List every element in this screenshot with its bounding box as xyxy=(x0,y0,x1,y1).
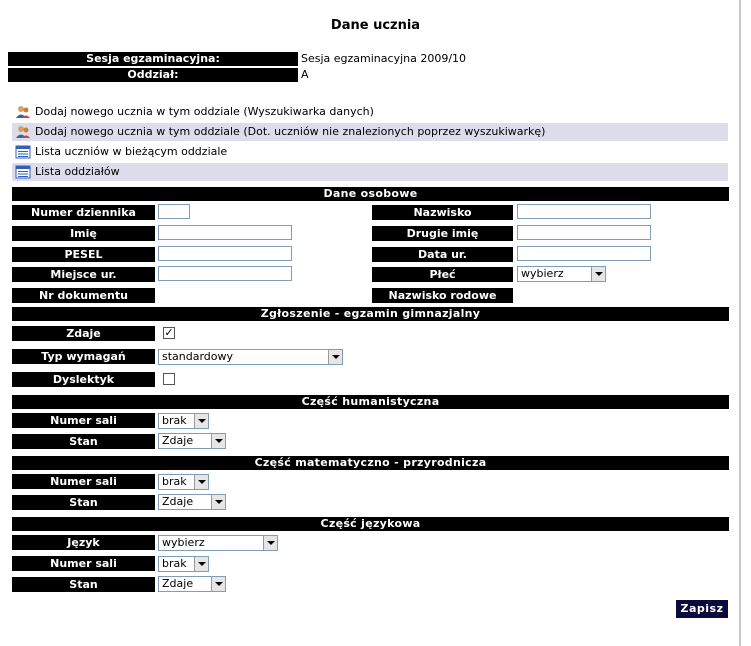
first-name-label: Imię xyxy=(12,226,155,241)
math-room-value: brak xyxy=(162,475,187,488)
language-select-value: wybierz xyxy=(162,536,205,549)
req-type-select-value: standardowy xyxy=(162,350,234,363)
dyslexic-label: Dyslektyk xyxy=(12,372,155,387)
chevron-down-icon[interactable] xyxy=(194,557,208,571)
chevron-down-icon[interactable] xyxy=(328,350,342,364)
chevron-down-icon[interactable] xyxy=(591,267,605,281)
humanities-room-value: brak xyxy=(162,414,187,427)
language-room-value: brak xyxy=(162,557,187,570)
birthplace-label: Miejsce ur. xyxy=(12,267,155,282)
link-label: Lista oddziałów xyxy=(35,165,120,178)
gender-label: Płeć xyxy=(372,267,513,282)
section-header-personal: Dane osobowe xyxy=(12,187,729,201)
chevron-down-icon[interactable] xyxy=(211,495,225,509)
language-status-select[interactable] xyxy=(158,576,226,592)
language-select[interactable] xyxy=(158,535,278,551)
add-user-icon xyxy=(15,105,31,119)
dyslexic-checkbox[interactable] xyxy=(163,373,175,385)
humanities-room-select[interactable] xyxy=(158,413,209,429)
math-status-select[interactable] xyxy=(158,494,226,510)
gender-select-value: wybierz xyxy=(521,267,564,280)
family-name-label: Nazwisko rodowe xyxy=(372,288,513,303)
math-status-value: Zdaje xyxy=(162,495,194,508)
pesel-label: PESEL xyxy=(12,247,155,262)
language-status-value: Zdaje xyxy=(162,577,194,590)
section-header-math-science: Część matematyczno - przyrodnicza xyxy=(12,456,729,470)
student-list-link[interactable] xyxy=(12,143,728,161)
takes-exam-checkbox[interactable]: ✓ xyxy=(164,326,174,339)
language-room-select[interactable] xyxy=(158,556,209,572)
first-name-input[interactable] xyxy=(158,225,292,240)
language-label: Język xyxy=(12,535,155,550)
add-student-search-link[interactable] xyxy=(12,103,728,121)
birth-date-label: Data ur. xyxy=(372,247,513,262)
link-label: Dodaj nowego ucznia w tym oddziale (Dot. uczniów nie znalezionych poprzez wyszukiwarkę) xyxy=(35,125,546,138)
list-icon xyxy=(15,145,31,159)
add-student-manual-link[interactable] xyxy=(12,123,728,141)
link-label: Dodaj nowego ucznia w tym oddziale (Wyszukiwarka danych) xyxy=(35,105,374,118)
journal-number-label: Numer dziennika xyxy=(12,205,155,220)
last-name-label: Nazwisko xyxy=(372,205,513,220)
language-room-label: Numer sali xyxy=(12,556,155,571)
humanities-status-value: Zdaje xyxy=(162,434,194,447)
pesel-input[interactable] xyxy=(158,246,292,261)
birth-date-input[interactable] xyxy=(517,246,651,261)
gender-select[interactable] xyxy=(517,266,606,282)
humanities-status-select[interactable] xyxy=(158,433,226,449)
chevron-down-icon[interactable] xyxy=(211,577,225,591)
chevron-down-icon[interactable] xyxy=(194,414,208,428)
journal-number-input[interactable] xyxy=(158,204,190,219)
math-status-label: Stan xyxy=(12,495,155,510)
req-type-select[interactable] xyxy=(158,349,343,365)
takes-exam-label: Zdaje xyxy=(12,326,155,341)
section-header-language: Część językowa xyxy=(12,517,729,531)
section-header-humanities: Część humanistyczna xyxy=(12,395,729,409)
link-label: Lista uczniów w bieżącym oddziale xyxy=(35,145,228,158)
page-title: Dane ucznia xyxy=(330,18,421,33)
second-name-input[interactable] xyxy=(517,225,651,240)
division-list-link[interactable] xyxy=(12,163,728,181)
add-user-icon xyxy=(15,125,31,139)
document-number-label: Nr dokumentu xyxy=(12,288,155,303)
session-value: Sesja egzaminacyjna 2009/10 xyxy=(301,52,467,65)
math-room-label: Numer sali xyxy=(12,474,155,489)
division-label: Oddział: xyxy=(8,68,298,82)
session-label: Sesja egzaminacyjna: xyxy=(8,52,298,66)
second-name-label: Drugie imię xyxy=(372,226,513,241)
chevron-down-icon[interactable] xyxy=(211,434,225,448)
page-border xyxy=(739,0,741,646)
chevron-down-icon[interactable] xyxy=(263,536,277,550)
req-type-label: Typ wymagań xyxy=(12,349,155,364)
birthplace-input[interactable] xyxy=(158,266,292,281)
list-icon xyxy=(15,165,31,179)
last-name-input[interactable] xyxy=(517,204,651,219)
math-room-select[interactable] xyxy=(158,474,209,490)
section-header-registration: Zgłoszenie - egzamin gimnazjalny xyxy=(12,307,729,321)
chevron-down-icon[interactable] xyxy=(194,475,208,489)
division-value: A xyxy=(301,68,309,81)
humanities-room-label: Numer sali xyxy=(12,413,155,428)
save-button[interactable]: Zapisz xyxy=(676,600,728,618)
language-status-label: Stan xyxy=(12,577,155,592)
humanities-status-label: Stan xyxy=(12,434,155,449)
